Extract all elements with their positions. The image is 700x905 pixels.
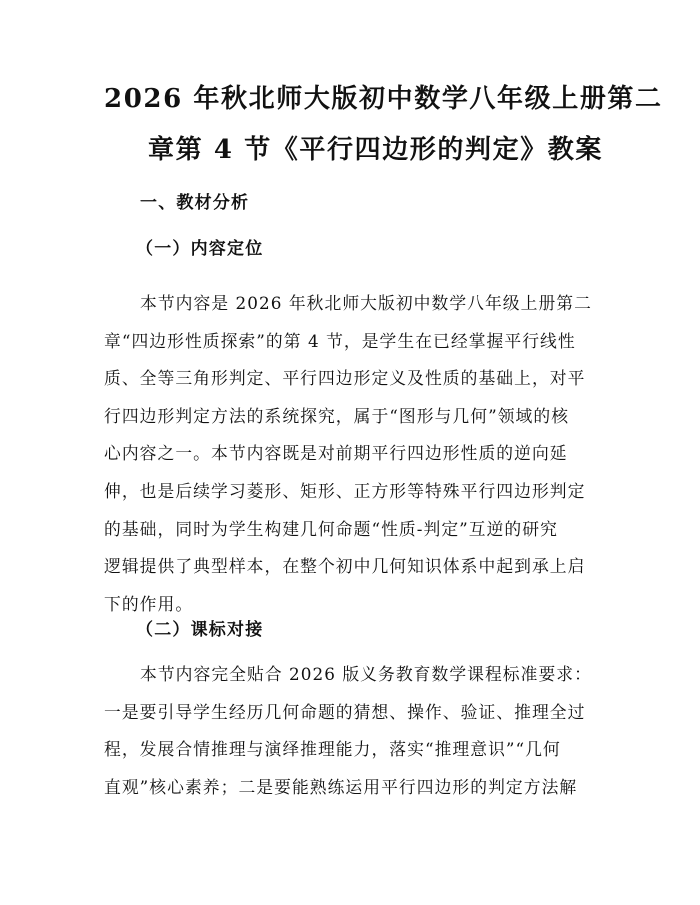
paragraph-line: 伸，也是后续学习菱形、矩形、正方形等特殊平行四边形判定 xyxy=(104,480,586,501)
paragraph-line: 行四边形判定方法的系统探究，属于“图形与几何”领域的核 xyxy=(104,405,570,426)
paragraph-line: 心内容之一。本节内容既是对前期平行四边形性质的逆向延 xyxy=(104,443,568,464)
paragraph-line: 本节内容是 2026 年秋北师大版初中数学八年级上册第二 xyxy=(140,293,592,313)
paragraph-line: 直观”核心素养；二是要能熟练运用平行四边形的判定方法解 xyxy=(104,776,578,797)
paragraph-line: 一是要引导学生经历几何命题的猜想、操作、验证、推理全过 xyxy=(104,701,586,722)
paragraph-line: 质、全等三角形判定、平行四边形定义及性质的基础上，对平 xyxy=(104,368,586,389)
paragraph-line: 本节内容完全贴合 2026 版义务教育数学课程标准要求： xyxy=(140,664,592,684)
subsection-heading-curriculum-alignment: （二）课标对接 xyxy=(136,620,264,640)
paragraph-line: 章“四边形性质探索”的第 4 节，是学生在已经掌握平行线性 xyxy=(104,330,576,351)
section-heading: 一、教材分析 xyxy=(140,193,250,213)
title-line-1: 2026 年秋北师大版初中数学八年级上册第二 xyxy=(104,84,663,114)
paragraph-line: 下的作用。 xyxy=(104,593,194,614)
paragraph-line: 的基础，同时为学生构建几何命题“性质-判定”互逆的研究 xyxy=(104,518,558,539)
subsection-heading-content-positioning: （一）内容定位 xyxy=(136,239,264,259)
paragraph-content-positioning xyxy=(104,285,596,623)
paragraph-line: 程，发展合情推理与演绎推理能力，落实“推理意识”“几何 xyxy=(104,739,561,760)
title-line-2: 章第 4 节《平行四边形的判定》教案 xyxy=(148,135,603,165)
paragraph-curriculum-alignment xyxy=(104,656,596,806)
paragraph-line: 逻辑提供了典型样本，在整个初中几何知识体系中起到承上启 xyxy=(104,556,586,577)
